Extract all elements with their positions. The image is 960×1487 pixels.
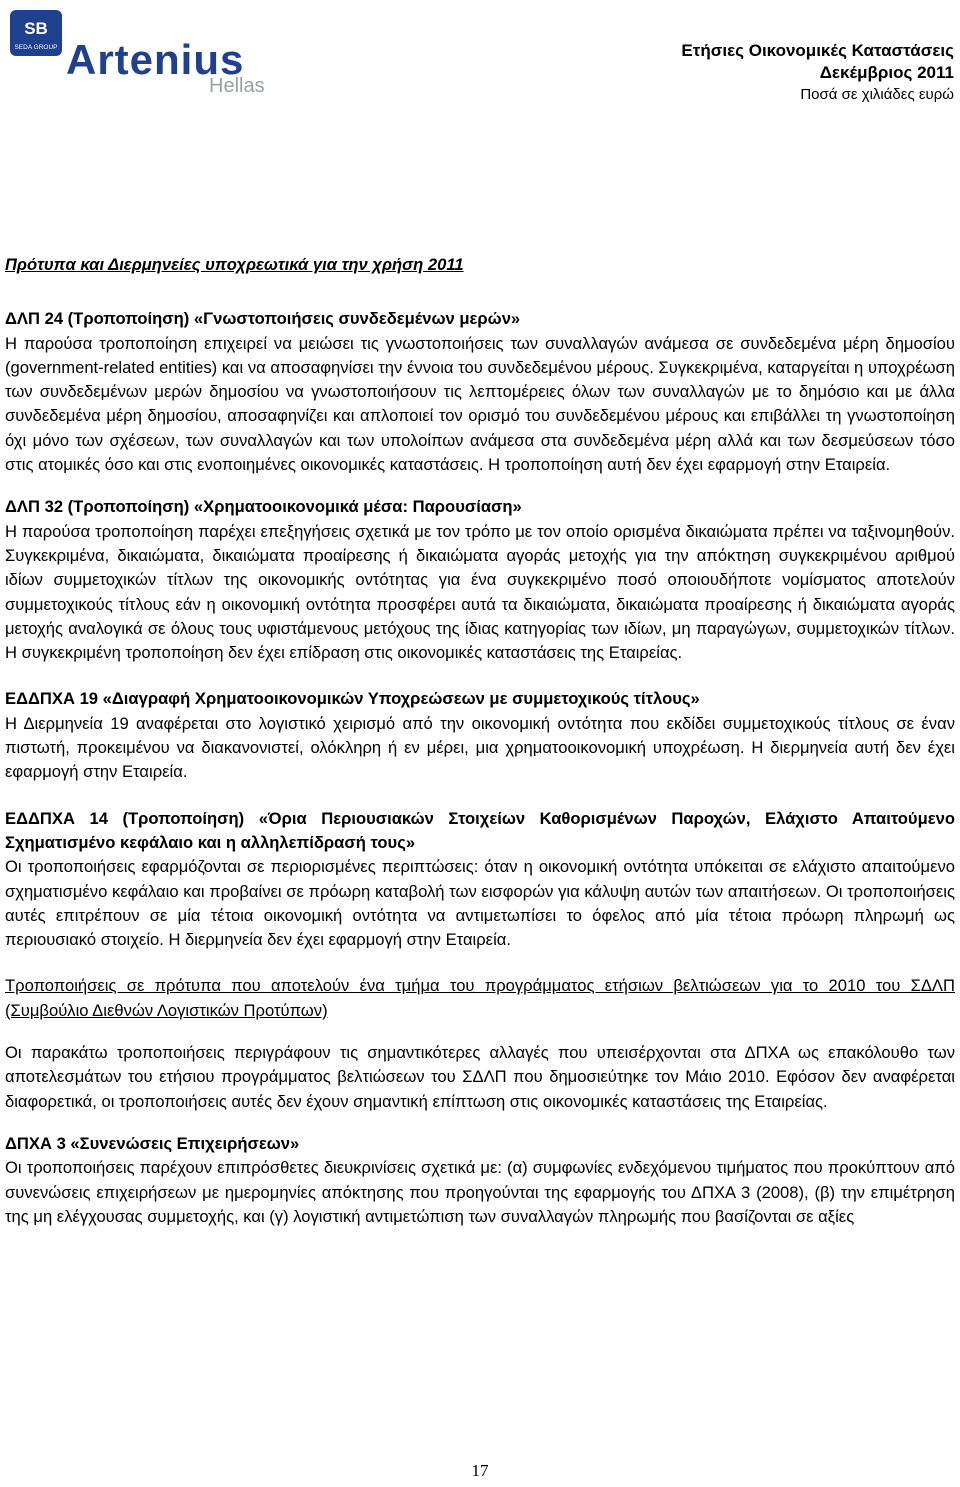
logo-brand-text: Artenius (66, 36, 245, 83)
item-heading: ΔΠΧΑ 3 «Συνενώσεις Επιχειρήσεων» (5, 1133, 300, 1153)
item-body: Η Διερμηνεία 19 αναφέρεται στο λογιστικό χειρισμό από την οικονομική οντότητα που εκδίδει συμμετοχικούς τίτλους σε έναν πιστωτή, προκειμένου να διακανονιστεί, ολόκληρη ή εν μέρει, μια χρηματοοικονομική υποχρέωση. Η διερμηνεία αυτή δεν έχει εφαρμογή στην Εταιρεία. (5, 713, 955, 782)
item-heading: ΕΔΔΠΧΑ 14 (Τροποποίηση) «Όρια Περιουσιακών Στοιχείων Καθορισμένων Παροχών, Ελάχιστο Απαιτούμενο Σχηματισμένο κεφάλαιο και η αλληλεπίδρασή τους» (5, 808, 955, 852)
item-body: Η παρούσα τροποποίηση παρέχει επεξηγήσεις σχετικά με τον τρόπο με τον οποίο ορισμένα δικαιώματα πρέπει να ταξινομηθούν. Συγκεκριμένα, δικαιώματα, δικαιώματα προαίρεσης ή δικαιώματα αγοράς μετοχής για την απόκτηση συγκεκριμένου αριθμού ιδίων συμμετοχικών τίτλων της οικονομικής οντότητας για ένα συγκεκριμένο ποσό οποιουδήποτε νομίσματος αποτελούν συμμετοχικούς τίτλους εάν η οικονομική οντότητα προσφέρει αυτά τα δικαιώματα, δικαιώματα προαίρεσης ή δικαιώματα αγοράς μετοχής αναλογικά σε όλους τους υφιστάμενους μετόχους της ίδιας κατηγορίας των ιδίων, μη παραγώγων, συμμετοχικών τίτλων. Η συγκεκριμένη τροποποίηση δεν έχει επίδραση στις οικονομικές καταστάσεις της Εταιρείας. (5, 521, 955, 663)
page-number: 17 (471, 1461, 489, 1480)
document-header (681, 40, 954, 106)
section-title: Πρότυπα και Διερμηνείες υποχρεωτικά για την χρήση 2011 (5, 255, 464, 274)
item-body: Οι τροποποιήσεις παρέχουν επιπρόσθετες διευκρινίσεις σχετικά με: (α) συμφωνίες ενδεχόμενου τιμήματος που προκύπτουν από συνενώσεις επιχειρήσεων με ημερομηνίες απόκτησης που προηγούνται της εφαρμογής του ΔΠΧΑ 3 (2008), (β) την επιμέτρηση της μη ελέγχουσας συμμετοχής, και (γ) λογιστική αντιμετώπιση των συναλλαγών πληρωμής που βασίζονται σε αξίες (5, 1158, 955, 1226)
subsection-intro: Οι παρακάτω τροποποιήσεις περιγράφουν τις σημαντικότερες αλλαγές που υπεισέρχονται στα ΔΠΧΑ ως επακόλουθο των αποτελεσμάτων του ετήσιου προγράμματος βελτιώσεων του ΣΔΛΠ που δημοσιεύτηκε τον Μάιο 2010. Εφόσον δεν αναφέρεται διαφορετικά, οι τροποποιήσεις αυτές δεν έχουν σημαντική επίπτωση στις οικονομικές καταστάσεις της Εταιρείας. (5, 1043, 955, 1111)
subsection-title: Τροποποιήσεις σε πρότυπα που αποτελούν ένα τμήμα του προγράμματος ετήσιων βελτιώσεων για το 2010 του ΣΔΛΠ (Συμβούλιο Διεθνών Λογιστικών Προτύπων) (5, 976, 955, 1020)
main-content (5, 253, 955, 1229)
item-heading: ΔΛΠ 24 (Τροποποίηση) «Γνωστοποιήσεις συνδεδεμένων μερών» (5, 309, 521, 329)
document-date: Δεκέμβριος 2011 (819, 63, 954, 82)
document-units: Ποσά σε χιλιάδες ευρώ (800, 86, 954, 103)
item-heading: ΕΔΔΠΧΑ 19 «Διαγραφή Χρηματοοικονομικών Υποχρεώσεων με συμμετοχικούς τίτλους» (5, 689, 700, 709)
logo-badge-text: SB (24, 19, 48, 38)
logo-sub-text: Hellas (209, 75, 265, 97)
item-heading: ΔΛΠ 32 (Τροποποίηση) «Χρηματοοικονομικά μέσα: Παρουσίαση» (5, 497, 522, 517)
document-title: Ετήσιες Οικονομικές Καταστάσεις (681, 41, 954, 60)
company-logo (6, 8, 306, 98)
logo-group-text: SEDA GROUP (14, 44, 58, 51)
item-body: Η παρούσα τροποποίηση επιχειρεί να μειώσει τις γνωστοποιήσεις των συναλλαγών ανάμεσα σε συνδεδεμένα μέρη δημοσίου (government-related entities) και να αποσαφηνίσει την έννοια του συνδεδεμένου μέρους. Συγκεκριμένα, καταργείται η υποχρέωση των συνδεδεμένων μερών δημοσίου να γνωστοποιήσουν τις λεπτομέρειες όλων των συναλλαγών με το δημόσιο και με άλλα συνδεδεμένα μέρη δημοσίου, αποσαφηνίζει και απλοποιεί τον ορισμό του συνδεδεμένου μέρους και επιβάλλει τη γνωστοποίηση όχι μόνο των σχέσεων, των συναλλαγών και των υπολοίπων ανάμεσα στα συνδεδεμένα μέρη αλλά και των δεσμεύσεων τόσο στις ατομικές όσο και στις ενοποιημένες οικονομικές καταστάσεις. Η τροποποίηση αυτή δεν έχει εφαρμογή στην Εταιρεία. (5, 333, 955, 475)
item-body: Οι τροποποιήσεις εφαρμόζονται σε περιορισμένες περιπτώσεις: όταν η οικονομική οντότητα υπόκειται σε ελάχιστο απαιτούμενο σχηματισμένο κεφάλαιο και προβαίνει σε πρόωρη καταβολή των εισφορών για κάλυψη αυτών των απαιτήσεων. Οι τροποποιήσεις αυτές επιτρέπουν σε μία τέτοια οικονομική οντότητα να αντιμετωπίσει το όφελος από μία τέτοια πρόωρη πληρωμή ως περιουσιακό στοιχείο. Η διερμηνεία δεν έχει εφαρμογή στην Εταιρεία. (5, 857, 955, 950)
